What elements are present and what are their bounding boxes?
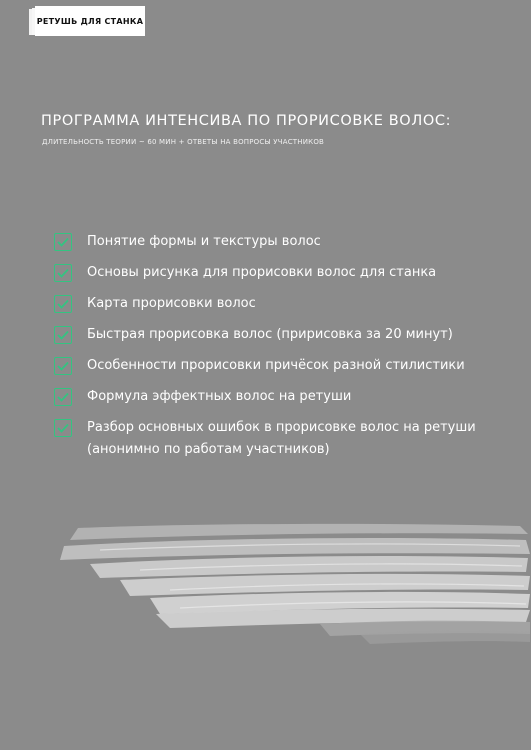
list-item xyxy=(54,295,497,315)
list-item xyxy=(54,233,497,253)
checkbox-checked-icon xyxy=(54,233,72,251)
brush-stroke-decoration xyxy=(60,520,531,650)
list-item-text: Формула эффектных волос на ретуши xyxy=(87,389,352,404)
list-item xyxy=(54,326,497,346)
list-item-text: Особенности прорисовки причёсок разной стилистики xyxy=(87,358,465,373)
list-item xyxy=(54,264,497,284)
list-item xyxy=(54,357,497,377)
list-item-text: Разбор основных ошибок в прорисовке волос на ретуши (анонимно по работам участников) xyxy=(87,420,476,457)
list-item xyxy=(54,419,497,461)
checkbox-checked-icon xyxy=(54,326,72,344)
page-subtitle: ДЛИТЕЛЬНОСТЬ ТЕОРИИ ~ 60 МИН + ОТВЕТЫ НА ВОПРОСЫ УЧАСТНИКОВ xyxy=(42,138,325,146)
logo-label: РЕТУШЬ ДЛЯ СТАНКА xyxy=(35,6,145,36)
checkbox-checked-icon xyxy=(54,295,72,313)
list-item-text: Карта прорисовки волос xyxy=(87,296,256,311)
list-item-text: Основы рисунка для прорисовки волос для станка xyxy=(87,265,437,280)
list-item-text: Понятие формы и текстуры волос xyxy=(87,234,321,249)
checkbox-checked-icon xyxy=(54,419,72,437)
checkbox-checked-icon xyxy=(54,357,72,375)
checkbox-checked-icon xyxy=(54,388,72,406)
page-title: ПРОГРАММА ИНТЕНСИВА ПО ПРОРИСОВКЕ ВОЛОС: xyxy=(41,113,452,129)
list-item xyxy=(54,388,497,408)
checkbox-checked-icon xyxy=(54,264,72,282)
logo xyxy=(29,4,147,40)
list-item-text: Быстрая прорисовка волос (пририсовка за 20 минут) xyxy=(87,327,453,342)
